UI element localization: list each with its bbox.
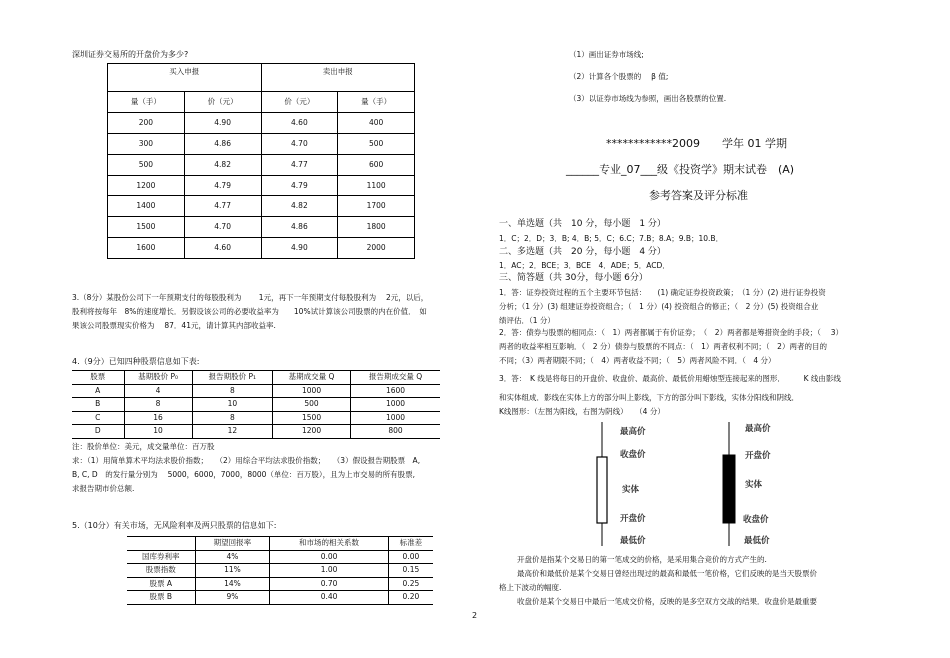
table-header-row — [127, 537, 433, 551]
text-line: 不同；（3）两者期限不同；（ 4）两者收益不同；（ 5）两者风险不同．（ 4 分） — [499, 356, 776, 365]
table-cell: 4.79 — [184, 175, 261, 196]
table-cell: 600 — [338, 154, 415, 175]
text-line: 1．答：证券投资过程的五个主要环节包括： (1) 确定证券投资政策； （1 分）(2) 进行证券投资 — [499, 288, 826, 297]
bearish-body — [723, 455, 735, 523]
kline-label: 开盘价 — [620, 514, 646, 524]
kline-explanation — [499, 553, 884, 609]
text-line: 绩评估．（1 分） — [499, 316, 555, 325]
exam-title-line2: ______专业_07___级《投资学》期末试卷 (A) — [566, 163, 795, 176]
table-cell: 0.20 — [388, 591, 433, 605]
text-line: B, C, D 的发行量分别为 5000，6000，7000，8000（单位：百万股），且为上市交易的所有股票, — [72, 470, 416, 479]
table-cell: 4.82 — [261, 196, 338, 217]
table-cell: 2000 — [338, 238, 415, 259]
multi-choice-answers: 1．AC；2．BCE；3．BCE 4．ADE；5．ACD． — [499, 261, 670, 270]
kline-label: 开盘价 — [745, 451, 771, 461]
q4-text — [72, 440, 472, 496]
table-row — [72, 398, 440, 412]
text-line: 股利将按每年 8%的速度增长．另假设该公司的必要收益率为 10%试计算该公司股票的内在价值． 如 — [72, 307, 427, 316]
table-cell: 9% — [195, 591, 270, 605]
kline-label: 实体 — [745, 480, 763, 490]
table-cell: 11% — [195, 564, 270, 578]
table-cell: 1000 — [350, 398, 440, 412]
table-row — [72, 425, 440, 439]
text-line: 收盘价是某个交易日中最后一笔成交价格，反映的是多空双方交战的结果．收盘价是最重要 — [517, 597, 817, 606]
kline-label: 最高价 — [620, 427, 646, 437]
table-cell: 8 — [192, 411, 273, 425]
table-cell: 1.00 — [270, 564, 389, 578]
table-row — [127, 591, 433, 605]
table-cell: 10 — [124, 425, 192, 439]
table-cell: 4.86 — [184, 133, 261, 154]
text-line: （2）计算各个股票的 β 值; — [569, 72, 669, 81]
col-header: 股票 — [72, 371, 124, 385]
col-header — [127, 537, 195, 551]
table-cell: 4.60 — [261, 113, 338, 134]
table-cell: 1400 — [108, 196, 185, 217]
kline-caption: K线图形：（左图为阳线，右图为阴线） （4 分） — [499, 407, 665, 416]
table-cell: 500 — [273, 398, 351, 412]
table-cell: 200 — [108, 113, 185, 134]
section-single-choice: 一、单选题（共 10 分，每小题 1 分） — [499, 219, 666, 229]
table-cell: 股票 A — [127, 577, 195, 591]
col-header: 标准差 — [388, 537, 433, 551]
table-cell: 4.60 — [184, 238, 261, 259]
table-cell: 股票 B — [127, 591, 195, 605]
text-line: 分析；（1 分）(3) 组建证券投资组合；（ 1 分）(4) 投资组合的修正；（ 2 分）(5) 投资组合业 — [499, 302, 819, 311]
table-cell: 国库券利率 — [127, 550, 195, 564]
table-cell: 4.77 — [184, 196, 261, 217]
q5-intro: 5.（10分）有关市场，无风险利率及两只股票的信息如下: — [72, 521, 277, 530]
col-header: 基期成交量 Q — [273, 371, 351, 385]
col-header: 价（元） — [184, 92, 261, 113]
table-cell: 0.00 — [270, 550, 389, 564]
table-cell: 4% — [195, 550, 270, 564]
table-cell: 0.25 — [388, 577, 433, 591]
text-line: 和实体组成．影线在实体上方的部分叫上影线，下方的部分叫下影线，实体分阳线和阴线． — [499, 393, 799, 402]
table-cell: 400 — [338, 113, 415, 134]
answer-3 — [499, 369, 884, 407]
col-header: 报告期股价 P₁ — [192, 371, 273, 385]
table-row — [127, 564, 433, 578]
col-header: 价（元） — [261, 92, 338, 113]
table-row — [108, 196, 415, 217]
table-cell: 16 — [124, 411, 192, 425]
table-cell: 500 — [108, 154, 185, 175]
table-cell: 1200 — [108, 175, 185, 196]
section-multi-choice: 二、多选题（共 20 分，每小题 4 分） — [499, 247, 666, 257]
table-cell: 10 — [192, 398, 273, 412]
table-cell: 0.40 — [270, 591, 389, 605]
kline-label: 最低价 — [744, 536, 770, 546]
table-cell: 4 — [124, 384, 192, 398]
text-line: 果该公司股票现实价格为 87．41元，请计算其内部收益率. — [72, 321, 276, 330]
answer-2 — [499, 326, 884, 368]
table-cell: 500 — [338, 133, 415, 154]
table-cell: 4.79 — [261, 175, 338, 196]
table-cell: 1500 — [108, 217, 185, 238]
table-cell: 1600 — [108, 238, 185, 259]
table-cell: 4.86 — [261, 217, 338, 238]
q2-intro: 深圳证券交易所的开盘价为多少? — [72, 50, 189, 59]
page-number: 2 — [472, 611, 478, 620]
table-cell: 8 — [192, 384, 273, 398]
text-line: 开盘价是指某个交易日的第一笔成交的价格，是采用集合竞价的方式产生的. — [517, 555, 767, 564]
kline-label: 收盘价 — [743, 515, 769, 525]
text-line: 求：（1）用简单算术平均法求股价指数； （2）用综合平均法求股价指数； （3）假设报告期股票 A, — [72, 456, 421, 465]
table-cell: 300 — [108, 133, 185, 154]
table-row — [108, 175, 415, 196]
table-row — [108, 113, 415, 134]
text-line: 2．答：债券与股票的相同点：（ 1）两者都属于有价证券； （ 2）两者都是筹措资金的手段；（ 3） — [499, 328, 843, 337]
text-line: 两者的收益率相互影响．（ 2 分）债券与股票的不同点：（ 1）两者权利不同；（ 2）两者的目的 — [499, 342, 827, 351]
table-cell: 4.70 — [184, 217, 261, 238]
table-cell: 800 — [350, 425, 440, 439]
exam-title-line1: ************2009 学年 01 学期 — [606, 137, 787, 150]
text-line: 求报告期市价总额. — [72, 484, 135, 493]
market-info-table — [127, 536, 433, 605]
kline-label: 最高价 — [745, 424, 771, 434]
text-line: （1）画出证券市场线; — [569, 50, 644, 59]
table-cell: 14% — [195, 577, 270, 591]
table-header-row — [72, 371, 440, 385]
order-book-table — [107, 63, 415, 259]
table-cell: 12 — [192, 425, 273, 439]
buy-group-header: 买入申报 — [108, 64, 262, 92]
table-row — [108, 154, 415, 175]
kline-label: 实体 — [622, 485, 640, 495]
col-header: 基期股价 P₀ — [124, 371, 192, 385]
table-cell: C — [72, 411, 124, 425]
text-line: 格上下波动的幅度. — [499, 583, 562, 592]
bullish-body — [597, 457, 607, 523]
text-line: 注：股价单位：美元，成交量单位：百万股 — [72, 442, 215, 451]
table-row — [108, 133, 415, 154]
q5-tasks — [569, 44, 889, 110]
table-cell: 0.00 — [388, 550, 433, 564]
table-cell: 1500 — [273, 411, 351, 425]
table-cell: 1000 — [273, 384, 351, 398]
table-row — [108, 238, 415, 259]
table-cell: 1600 — [350, 384, 440, 398]
exam-title-line3: 参考答案及评分标准 — [649, 189, 748, 202]
table-cell: 1100 — [338, 175, 415, 196]
table-cell: D — [72, 425, 124, 439]
q4-intro: 4.（9分）已知四种股票信息如下表: — [72, 357, 200, 366]
sell-group-header: 卖出申报 — [261, 64, 415, 92]
stock-info-table — [72, 370, 440, 439]
kline-figure — [588, 420, 788, 548]
q3-text — [72, 291, 472, 333]
table-cell: 4.70 — [261, 133, 338, 154]
kline-label: 最低价 — [620, 536, 646, 546]
table-cell: 4.90 — [261, 238, 338, 259]
col-header: 量（手） — [338, 92, 415, 113]
table-cell: 1000 — [350, 411, 440, 425]
table-row — [72, 384, 440, 398]
text-line: （3）以证券市场线为参照，画出各股票的位置. — [569, 94, 727, 103]
table-cell: 股票指数 — [127, 564, 195, 578]
table-cell: 4.90 — [184, 113, 261, 134]
col-header: 和市场的相关系数 — [270, 537, 389, 551]
col-header: 期望回报率 — [195, 537, 270, 551]
table-cell: 4.82 — [184, 154, 261, 175]
table-cell: 0.70 — [270, 577, 389, 591]
table-row — [108, 217, 415, 238]
text-line: 最高价和最低价是某个交易日曾经出现过的最高和最低一笔价格，它们反映的是当天股票价 — [517, 569, 817, 578]
col-header: 报告期成交量 Q — [350, 371, 440, 385]
table-cell: 1700 — [338, 196, 415, 217]
table-cell: 4.77 — [261, 154, 338, 175]
kline-label: 收盘价 — [620, 450, 646, 460]
table-cell: 1800 — [338, 217, 415, 238]
table-cell: 0.15 — [388, 564, 433, 578]
col-header: 量（手） — [108, 92, 185, 113]
text-line: 3.（8分）某股份公司下一年预期支付的每股股利为 1元，再下一年预期支付每股股利为 2元，以后， — [72, 293, 429, 302]
text-line: 3．答： K 线是将每日的开盘价、收盘价、最高价、最低价用蜡烛型连接起来的图形． K 线由影线 — [499, 374, 841, 383]
table-row — [127, 577, 433, 591]
table-cell: B — [72, 398, 124, 412]
table-row — [72, 411, 440, 425]
table-cell: 8 — [124, 398, 192, 412]
answer-1 — [499, 286, 884, 328]
table-cell: 1200 — [273, 425, 351, 439]
single-choice-answers: 1．C；2．D；3．B; 4．B; 5．C；6.C；7.B；8.A；9.B；10.B． — [499, 234, 724, 243]
table-cell: A — [72, 384, 124, 398]
section-short-answer: 三、简答题（共 30分，每小题 6分） — [499, 273, 648, 283]
table-row — [127, 550, 433, 564]
